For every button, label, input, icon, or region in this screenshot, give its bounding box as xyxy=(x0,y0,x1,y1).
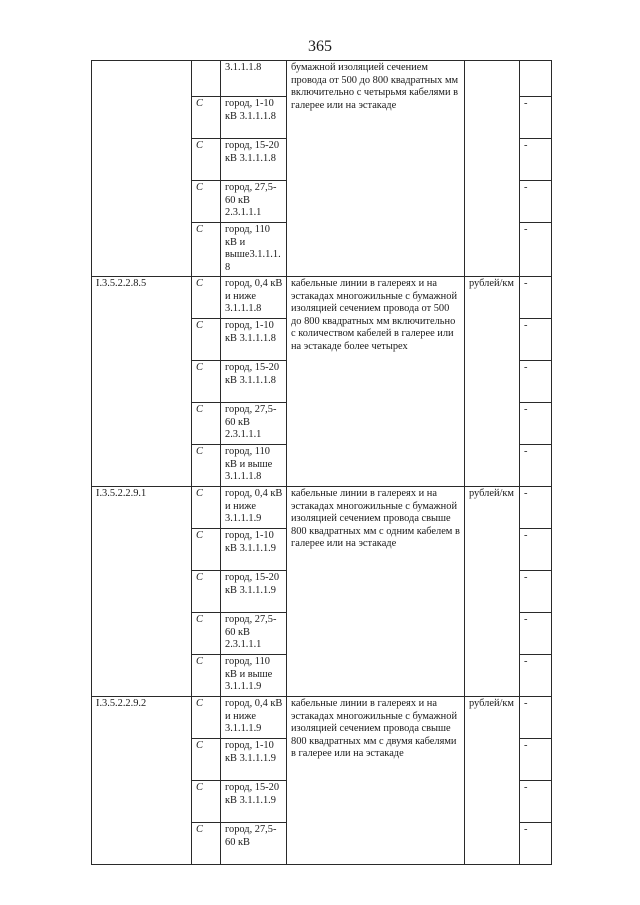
unit-cell: рублей/км xyxy=(465,277,520,487)
zone-cell: город, 0,4 кВ и ниже 3.1.1.1.9 xyxy=(221,487,287,529)
description-cell: бумажной изоляцией сечением провода от 500 до 800 квадратных мм включительно с четырьмя кабелями в галерее или на эстакаде xyxy=(287,61,465,277)
description-cell: кабельные линии в галереях и на эстакадах многожильные с бумажной изоляцией сечением провода свыше 800 квадратных мм с одним кабелем в галерее или на эстакаде xyxy=(287,487,465,697)
zone-cell: город, 1-10 кВ 3.1.1.1.8 xyxy=(221,97,287,139)
category-letter-cell: C xyxy=(192,781,221,823)
description-cell: кабельные линии в галереях и на эстакадах многожильные с бумажной изоляцией сечением провода от 500 до 800 квадратных мм включительно с количеством кабелей в галерее или на эстакаде более четырех xyxy=(287,277,465,487)
service-code-cell xyxy=(92,61,192,277)
value-cell: - xyxy=(520,403,552,445)
unit-cell: рублей/км xyxy=(465,487,520,697)
value-cell: - xyxy=(520,697,552,739)
zone-cell: город, 27,5-60 кВ xyxy=(221,823,287,865)
zone-cell: город, 1-10 кВ 3.1.1.1.9 xyxy=(221,739,287,781)
value-cell: - xyxy=(520,613,552,655)
category-letter-cell: C xyxy=(192,403,221,445)
category-letter-cell: C xyxy=(192,655,221,697)
value-cell: - xyxy=(520,97,552,139)
category-letter-cell: C xyxy=(192,277,221,319)
category-letter-cell: C xyxy=(192,823,221,865)
zone-cell: 3.1.1.1.8 xyxy=(221,61,287,97)
value-cell: - xyxy=(520,487,552,529)
zone-cell: город, 15-20 кВ 3.1.1.1.8 xyxy=(221,139,287,181)
zone-cell: город, 27,5-60 кВ 2.3.1.1.1 xyxy=(221,403,287,445)
zone-cell: город, 1-10 кВ 3.1.1.1.8 xyxy=(221,319,287,361)
table-row xyxy=(92,487,552,529)
value-cell: - xyxy=(520,823,552,865)
description-cell: кабельные линии в галереях и на эстакадах многожильные с бумажной изоляцией сечением провода свыше 800 квадратных мм с двумя кабелями в галерее или на эстакаде xyxy=(287,697,465,865)
value-cell: - xyxy=(520,223,552,277)
category-letter-cell: C xyxy=(192,181,221,223)
unit-cell: рублей/км xyxy=(465,697,520,865)
value-cell: - xyxy=(520,445,552,487)
value-cell: - xyxy=(520,277,552,319)
value-cell: - xyxy=(520,529,552,571)
table-body xyxy=(92,61,552,865)
table-row xyxy=(92,277,552,319)
category-letter-cell: C xyxy=(192,571,221,613)
value-cell: - xyxy=(520,181,552,223)
category-letter-cell: C xyxy=(192,223,221,277)
zone-cell: город, 0,4 кВ и ниже 3.1.1.1.9 xyxy=(221,697,287,739)
service-code-cell: I.3.5.2.2.9.2 xyxy=(92,697,192,865)
value-cell: - xyxy=(520,361,552,403)
value-cell: - xyxy=(520,781,552,823)
category-letter-cell: C xyxy=(192,529,221,571)
zone-cell: город, 0,4 кВ и ниже 3.1.1.1.8 xyxy=(221,277,287,319)
category-letter-cell: C xyxy=(192,487,221,529)
value-cell: - xyxy=(520,571,552,613)
zone-cell: город, 110 кВ и выше 3.1.1.1.9 xyxy=(221,655,287,697)
tariff-table xyxy=(91,60,552,865)
category-letter-cell: C xyxy=(192,361,221,403)
zone-cell: город, 27,5-60 кВ 2.3.1.1.1 xyxy=(221,181,287,223)
zone-cell: город, 15-20 кВ 3.1.1.1.9 xyxy=(221,781,287,823)
zone-cell: город, 15-20 кВ 3.1.1.1.8 xyxy=(221,361,287,403)
zone-cell: город, 1-10 кВ 3.1.1.1.9 xyxy=(221,529,287,571)
table-row xyxy=(92,61,552,97)
category-letter-cell xyxy=(192,61,221,97)
page-number: 365 xyxy=(308,38,332,55)
category-letter-cell: C xyxy=(192,613,221,655)
zone-cell: город, 110 кВ и выше 3.1.1.1.8 xyxy=(221,445,287,487)
category-letter-cell: C xyxy=(192,739,221,781)
category-letter-cell: C xyxy=(192,445,221,487)
unit-cell xyxy=(465,61,520,277)
value-cell: - xyxy=(520,655,552,697)
value-cell: - xyxy=(520,139,552,181)
zone-cell: город, 110 кВ и выше3.1.1.1.8 xyxy=(221,223,287,277)
category-letter-cell: C xyxy=(192,319,221,361)
value-cell xyxy=(520,61,552,97)
category-letter-cell: C xyxy=(192,697,221,739)
service-code-cell: I.3.5.2.2.9.1 xyxy=(92,487,192,697)
category-letter-cell: C xyxy=(192,139,221,181)
zone-cell: город, 27,5-60 кВ 2.3.1.1.1 xyxy=(221,613,287,655)
table-row xyxy=(92,697,552,739)
zone-cell: город, 15-20 кВ 3.1.1.1.9 xyxy=(221,571,287,613)
service-code-cell: I.3.5.2.2.8.5 xyxy=(92,277,192,487)
value-cell: - xyxy=(520,319,552,361)
value-cell: - xyxy=(520,739,552,781)
category-letter-cell: C xyxy=(192,97,221,139)
